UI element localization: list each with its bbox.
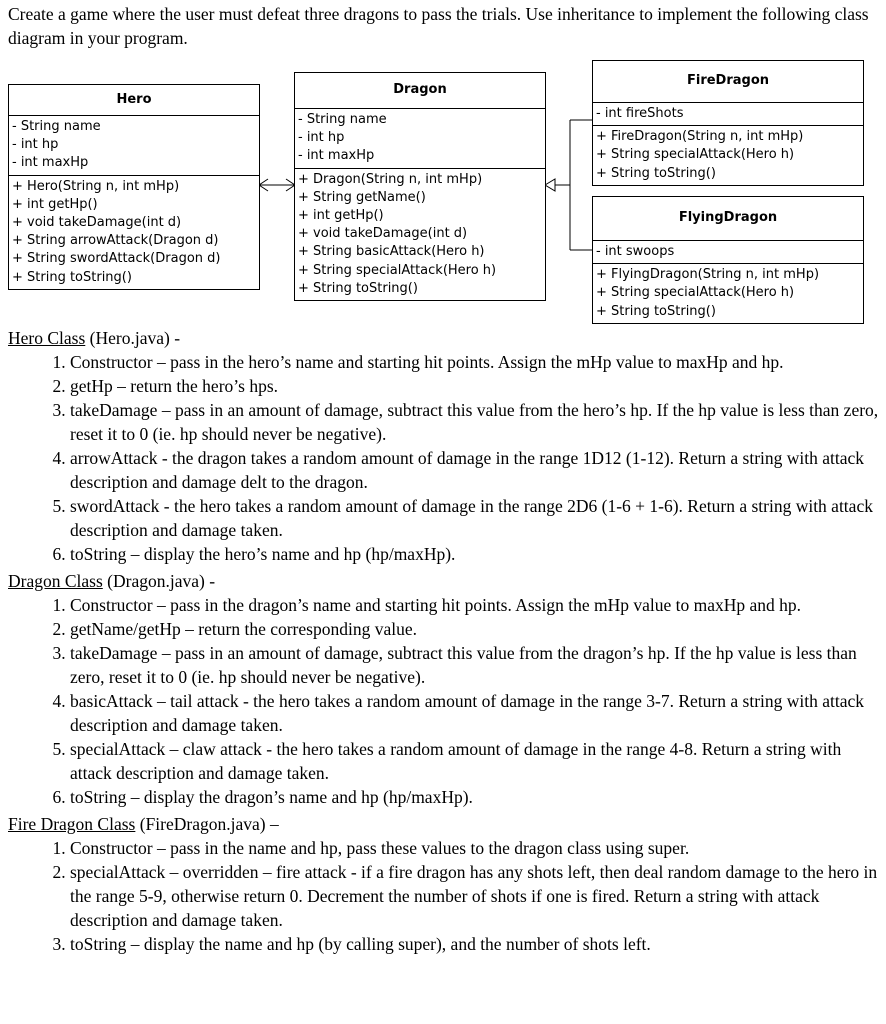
flyingdragon-method: + String toString() (596, 303, 716, 319)
list-item: 5. specialAttack – claw attack - the hero takes a random amount of damage in the range 4-8. Return a string with attack description and damage taken. (70, 737, 882, 785)
dragon-attr: - int maxHp (298, 148, 375, 164)
section-file: (FireDragon.java) – (135, 814, 279, 834)
hero-methods (9, 176, 259, 289)
flyingdragon-class-name: FlyingDragon (593, 197, 863, 241)
dragon-method: + String toString() (298, 280, 418, 296)
hero-method: + void takeDamage(int d) (12, 215, 182, 231)
hero-method: + int getHp() (12, 196, 98, 212)
list-item: 5. swordAttack - the hero takes a random amount of damage in the range 2D6 (1-6 + 1-6). Return a string with attack description and damage taken. (70, 494, 882, 542)
list-item: 4. arrowAttack - the dragon takes a random amount of damage in the range 1D12 (1-12). Return a string with attack description and damage delt to the dragon. (70, 446, 882, 494)
firedragon-method: + FireDragon(String n, int mHp) (596, 129, 804, 145)
hero-class-box (8, 84, 260, 290)
hero-method: + String toString() (12, 269, 132, 285)
hero-attr: - int maxHp (12, 155, 89, 171)
list-item: 2. getHp – return the hero’s hps. (70, 374, 882, 398)
hero-method: + String swordAttack(Dragon d) (12, 251, 221, 267)
requirements-list (8, 593, 882, 809)
firedragon-attr: - int fireShots (596, 106, 684, 121)
dragon-method: + String basicAttack(Hero h) (298, 244, 485, 260)
dragon-class-box (294, 72, 546, 301)
hero-method: + Hero(String n, int mHp) (12, 178, 180, 194)
requirements-list (8, 350, 882, 566)
section-title: Fire Dragon Class (8, 814, 136, 834)
dragon-attr: - String name (298, 112, 387, 127)
class-descriptions (8, 326, 882, 959)
list-item: 2. getName/getHp – return the corresponding value. (70, 617, 882, 641)
list-item: 1. Constructor – pass in the name and hp, pass these values to the dragon class using super. (70, 836, 882, 860)
dragon-class-name: Dragon (295, 73, 545, 109)
inheritance-triangle (545, 179, 555, 191)
firedragon-methods (593, 126, 863, 185)
hero-class-name: Hero (9, 85, 259, 116)
list-item: 6. toString – display the hero’s name and hp (hp/maxHp). (70, 542, 882, 566)
section-file: (Dragon.java) - (102, 571, 216, 591)
section-heading (8, 326, 882, 350)
dragon-method: + void takeDamage(int d) (298, 226, 468, 242)
fire-dragon-section (8, 812, 882, 956)
firedragon-method: + String specialAttack(Hero h) (596, 147, 795, 163)
section-title: Dragon Class (8, 571, 103, 591)
list-item: 3. takeDamage – pass in an amount of damage, subtract this value from the dragon’s hp. If the hp value is less than zero, reset it to 0 (ie. hp should never be negative). (70, 641, 882, 689)
list-item: 6. toString – display the dragon’s name and hp (hp/maxHp). (70, 785, 882, 809)
list-item: 3. toString – display the name and hp (by calling super), and the number of shots left. (70, 932, 882, 956)
firedragon-class-name: FireDragon (593, 61, 863, 103)
intro-text: Create a game where the user must defeat three dragons to pass the trials. Use inheritance to implement the following class diagram in your program. (8, 4, 869, 48)
hero-attr: - int hp (12, 137, 59, 153)
firedragon-class-box (592, 60, 864, 186)
dragon-attributes (295, 109, 545, 169)
list-item: 4. basicAttack – tail attack - the hero takes a random amount of damage in the range 3-7. Return a string with attack description and damage taken. (70, 689, 882, 737)
flyingdragon-method: + String specialAttack(Hero h) (596, 285, 795, 301)
list-item: 1. Constructor – pass in the hero’s name and starting hit points. Assign the mHp value to maxHp and hp. (70, 350, 882, 374)
dragon-attr: - int hp (298, 130, 345, 146)
hero-method: + String arrowAttack(Dragon d) (12, 233, 219, 249)
section-file: (Hero.java) - (85, 328, 181, 348)
hero-attributes (9, 116, 259, 176)
hero-section (8, 326, 882, 566)
requirements-list (8, 836, 882, 956)
hero-attr: - String name (12, 119, 101, 134)
flyingdragon-method: + FlyingDragon(String n, int mHp) (596, 267, 820, 283)
section-title: Hero Class (8, 328, 86, 348)
dragon-method: + String getName() (298, 189, 426, 205)
section-heading (8, 812, 882, 836)
firedragon-attributes (593, 103, 863, 126)
dragon-methods (295, 169, 545, 300)
firedragon-method: + String toString() (596, 165, 716, 181)
dragon-method: + int getHp() (298, 208, 384, 224)
dragon-method: + Dragon(String n, int mHp) (298, 171, 483, 187)
flyingdragon-methods (593, 264, 863, 323)
list-item: 2. specialAttack – overridden – fire attack - if a fire dragon has any shots left, then deal random damage to the hero in the range 5-9, otherwise return 0. Decrement the number of shots if one is fired. Return a string with attack description and damage taken. (70, 860, 882, 932)
dragon-method: + String specialAttack(Hero h) (298, 262, 497, 278)
flyingdragon-attr: - int swoops (596, 244, 675, 259)
flyingdragon-class-box (592, 196, 864, 324)
section-heading (8, 569, 882, 593)
list-item: 3. takeDamage – pass in an amount of damage, subtract this value from the hero’s hp. If the hp value is less than zero, reset it to 0 (ie. hp should never be negative). (70, 398, 882, 446)
list-item: 1. Constructor – pass in the dragon’s name and starting hit points. Assign the mHp value to maxHp and hp. (70, 593, 882, 617)
dragon-section (8, 569, 882, 809)
flyingdragon-attributes (593, 241, 863, 264)
